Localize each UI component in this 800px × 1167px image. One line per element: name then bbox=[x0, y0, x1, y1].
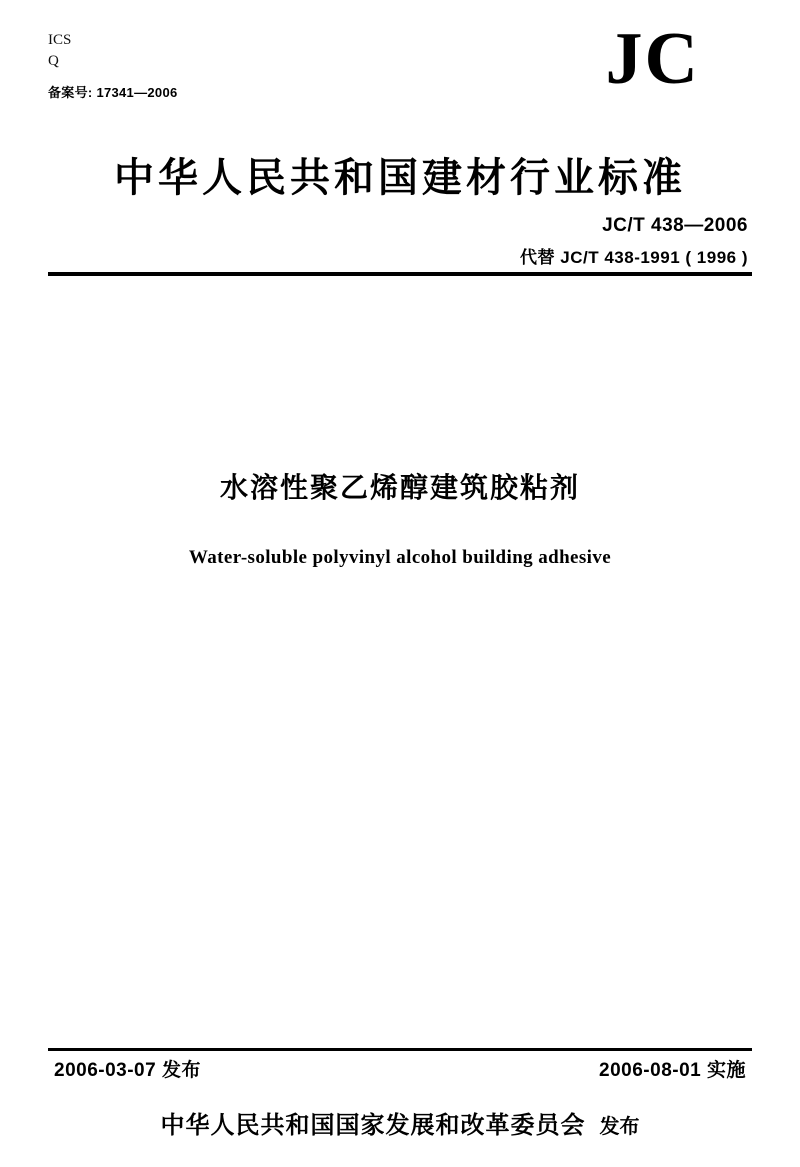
standard-replaces: 代替 JC/T 438-1991 ( 1996 ) bbox=[520, 248, 748, 267]
ics-label: ICS bbox=[48, 32, 72, 48]
issuer-line bbox=[0, 1105, 800, 1140]
header-block bbox=[48, 18, 752, 120]
issue-date: 2006-03-07 发布 bbox=[54, 1060, 201, 1081]
document-title-chinese: 水溶性聚乙烯醇建筑胶粘剂 bbox=[219, 471, 580, 504]
ics-block bbox=[48, 30, 71, 72]
divider-top bbox=[48, 272, 752, 276]
standard-number: JC/T 438—2006 bbox=[602, 215, 748, 236]
divider-bottom bbox=[48, 1048, 752, 1051]
jc-logo: JC bbox=[605, 18, 700, 100]
record-number: 备案号: 17341—2006 bbox=[48, 85, 178, 100]
document-title-english: Water-soluble polyvinyl alcohol building adhesive bbox=[188, 547, 612, 568]
classification-label: Q bbox=[48, 53, 59, 69]
page-title: 中华人民共和国建材行业标准 bbox=[114, 155, 686, 201]
effective-date: 2006-08-01 实施 bbox=[599, 1060, 746, 1081]
issuer-name: 中华人民共和国国家发展和改革委员会 bbox=[160, 1111, 586, 1139]
issuer-verb: 发布 bbox=[599, 1114, 640, 1138]
